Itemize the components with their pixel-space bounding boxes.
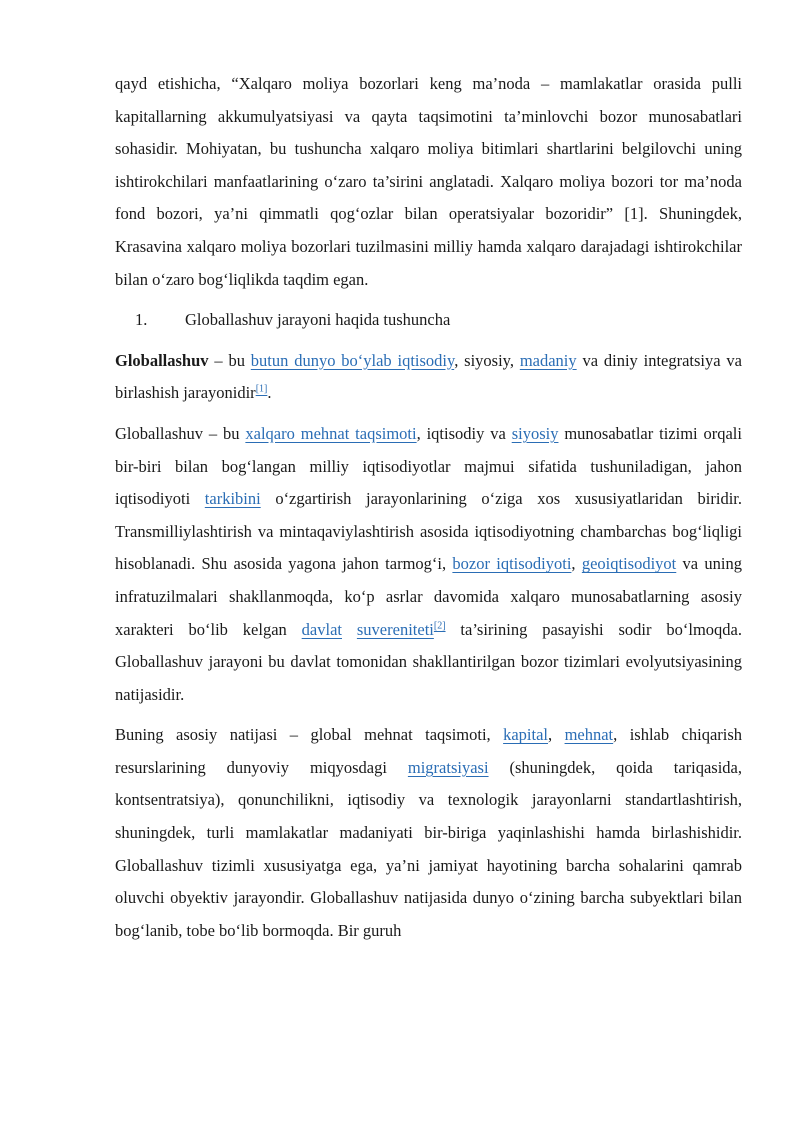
text-run: , ishlab chiqarish resurslarining dunyoviy miqyosdagi: [115, 725, 743, 777]
text-run: ta’sirining pasayishi sodir bo‘lmoqda. Globallashuv jarayoni bu davlat tomonidan shakllantirilgan bozor tizimlari evolyutsiyasining natijasidir.: [115, 619, 742, 704]
paragraph-intro: qayd etishicha, “Xalqaro moliya bozorlari keng ma’noda – mamlakatlar orasida pulli kapitallarning akkumulyatsiyasi va qayta taqsimotini ta’minlovchi bozor munosabatlari sohasidir. Mohiyatan, bu tushuncha xalqaro moliya bitimlari shartlarini belgilovchi uning ishtirokchilari manfaatlarining o‘zaro ta’sirini anglatadi. Xalqaro moliya bozori tor ma’noda fond bozori, ya’ni qimmatli qog‘ozlar bilan operatsiyalar bozoridir” [1]. Shuningdek, Krasavina xalqaro moliya bozorlari tuzilmasini milliy hamda xalqaro darajadagi ishtirokchilar bilan o‘zaro bog‘liqlikda taqdim egan.: [115, 74, 742, 289]
link-davlat[interactable]: davlat: [301, 619, 342, 639]
heading-number: 1.: [135, 310, 148, 330]
link-tarkibini[interactable]: tarkibini: [204, 489, 261, 509]
text-run: va uning infratuzilmalari shakllanmoqda, ko‘p asrlar davomida xalqaro munosabatlarning asosiy xarakteri bo‘lib kelgan: [115, 554, 742, 639]
paragraph-definition: [115, 345, 742, 410]
term-globallashuv: Globallashuv: [115, 350, 209, 370]
link-siyosiy[interactable]: siyosiy: [511, 423, 559, 443]
link-bozor-iqtisodiyoti[interactable]: bozor iqtisodiyoti: [452, 554, 572, 574]
text-run: ,: [548, 725, 565, 745]
link-mehnat[interactable]: mehnat: [564, 725, 614, 745]
link-migratsiyasi[interactable]: migratsiyasi: [407, 757, 489, 777]
text-run: va diniy integratsiya va birlashish jarayonidir: [115, 350, 742, 403]
text-run: – bu: [208, 350, 251, 370]
text-run: [342, 620, 357, 639]
text-run: Buning asosiy natijasi – global mehnat taqsimoti,: [115, 725, 504, 745]
text-run: .: [267, 383, 272, 403]
link-madaniy[interactable]: madaniy: [519, 350, 577, 370]
link-xalqaro-mehnat[interactable]: xalqaro mehnat taqsimoti: [245, 423, 417, 443]
text-run: ,: [571, 554, 582, 574]
text-run: , iqtisodiy va: [416, 423, 512, 443]
link-geoiqtisodiyot[interactable]: geoiqtisodiyot: [581, 554, 677, 574]
footnote-ref-2[interactable]: [2]: [433, 620, 446, 631]
text-run: munosabatlar tizimi orqali bir-biri bilan bog‘langan milliy iqtisodiyotlar majmui sifatida tushuniladigan, jahon iqtisodiyoti: [115, 423, 742, 509]
heading-text: Globallashuv jarayoni haqida tushuncha: [185, 310, 451, 330]
link-suvereniteti[interactable]: suvereniteti: [356, 619, 434, 639]
section-heading: [115, 304, 742, 337]
link-butun-dunyo[interactable]: butun dunyo bo‘ylab iqtisodiy: [250, 350, 455, 370]
paragraph-globalization: [115, 418, 742, 711]
text-run: Globallashuv – bu: [115, 423, 246, 443]
document-page: [115, 68, 742, 947]
footnote-ref-1[interactable]: [1]: [255, 383, 268, 395]
text-run: , siyosiy,: [454, 350, 520, 370]
paragraph-results: [115, 719, 742, 947]
link-kapital[interactable]: kapital: [503, 725, 548, 745]
text-run: o‘zgartirish jarayonlarining o‘ziga xos xususiyatlaridan biridir. Transmilliylashtirish va mintaqaviylashtirish asosida iqtisodiyotning chambarchas bog‘liqligi hisoblanadi. Shu asosida yagona jahon tarmog‘i,: [115, 489, 742, 574]
text-run: (shuningdek, qoida tariqasida, kontsentratsiya), qonunchilikni, iqtisodiy va texnologik jarayonlarni standartlashtirish, shuningdek, turli mamlakatlar madaniyati bir-biriga yaqinlashishi hamda birlashishidir. Globallashuv tizimli xususiyatga ega, ya’ni jamiyat hayotining barcha sohalarini qamrab oluvchi obyektiv jarayondir. Globallashuv natijasida dunyo o‘zining barcha subyektlari bilan bog‘lanib, tobe bo‘lib bormoqda. Bir guruh: [115, 757, 742, 940]
